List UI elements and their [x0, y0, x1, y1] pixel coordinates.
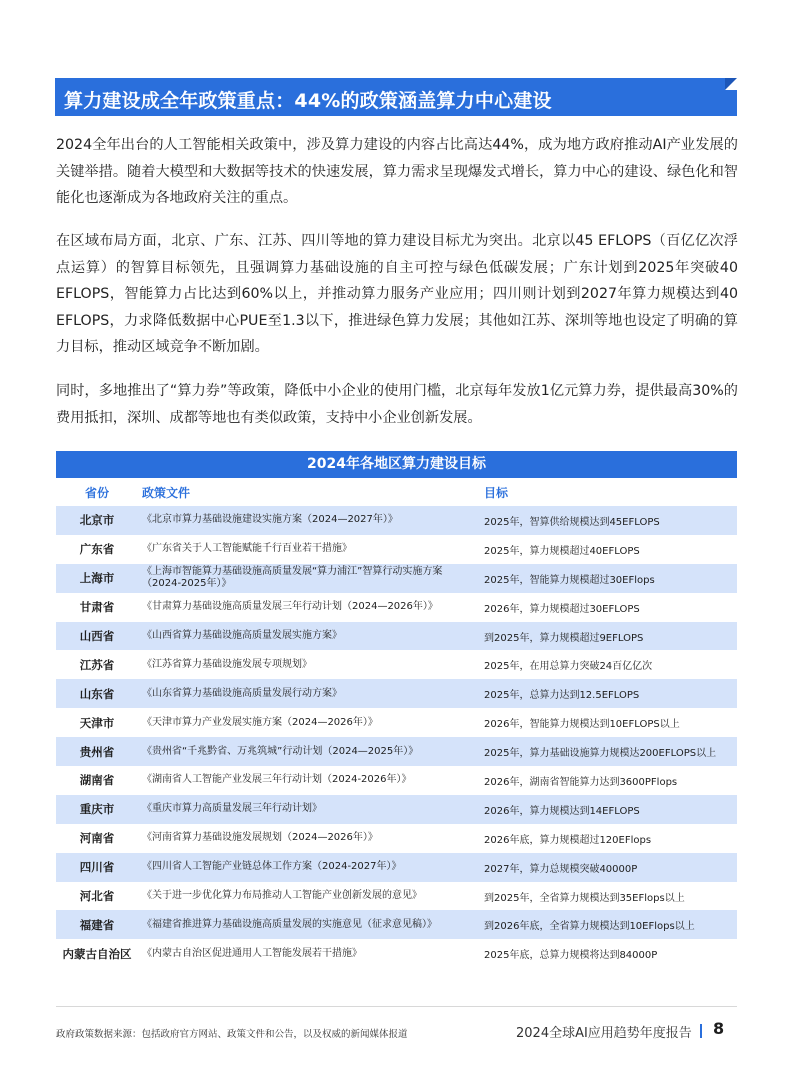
policy-cell: 《山东省算力基础设施高质量发展行动方案》	[142, 687, 342, 699]
policy-cell: 《贵州省“千兆黔省、万兆筑城”行动计划（2024—2025年）》	[142, 745, 419, 757]
province-cell: 福建省	[79, 917, 115, 932]
page-number: 8	[713, 1019, 725, 1038]
province-cell: 江苏省	[79, 657, 115, 672]
table-row	[56, 708, 737, 737]
goal-cell: 2026年，算力规模达到14EFLOPS	[484, 805, 640, 817]
province-cell: 广东省	[79, 542, 115, 557]
header-province: 省份	[85, 486, 110, 500]
goal-cell: 2025年，在用总算力突破24百亿亿次	[484, 661, 653, 673]
policy-cell: 《四川省人工智能产业链总体工作方案（2024-2027年）》	[142, 861, 402, 873]
paragraph-3: 同时，多地推出了“算力券”等政策，降低中小企业的使用门槛，北京每年发放1亿元算力券，提供最高30%的费用抵扣，深圳、成都等地也有类似政策，支持中小企业创新发展。	[56, 383, 738, 426]
footer-divider	[56, 1006, 737, 1007]
province-cell: 天津市	[79, 715, 115, 730]
header-goal: 目标	[484, 486, 509, 500]
province-cell: 贵州省	[79, 744, 115, 759]
section-title-bar	[55, 78, 737, 116]
table-header-row	[56, 478, 737, 506]
policy-cell: 《广东省关于人工智能赋能千行百业若干措施》	[142, 543, 352, 555]
table-title: 2024年各地区算力建设目标	[56, 451, 737, 478]
province-cell: 河南省	[79, 831, 115, 846]
table-row	[56, 737, 737, 766]
province-cell: 内蒙古自治区	[62, 946, 132, 961]
goal-cell: 2027年，算力总规模突破40000P	[484, 863, 638, 875]
goal-cell: 到2025年，全省算力规模达到35EFlops以上	[484, 892, 685, 904]
table-row	[56, 795, 737, 824]
header-policy: 政策文件	[142, 486, 191, 500]
province-cell: 河北省	[79, 889, 115, 904]
goal-cell: 到2026年底，全省算力规模达到10EFlops以上	[484, 921, 695, 933]
goal-cell: 2025年，智算供给规模达到45EFLOPS	[484, 516, 660, 528]
goal-cell: 2026年，智能算力规模达到10EFLOPS以上	[484, 719, 680, 731]
policy-cell: 《天津市算力产业发展实施方案（2024—2026年）》	[142, 716, 378, 728]
policy-cell: 《福建省推进算力基础设施高质量发展的实施意见（征求意见稿）》	[142, 918, 437, 930]
province-cell: 上海市	[79, 571, 115, 586]
paragraph-1: 2024全年出台的人工智能相关政策中，涉及算力建设的内容占比高达44%，成为地方政府推动AI产业发展的关键举措。随着大模型和大数据等技术的快速发展，算力需求呈现爆发式增长，算力中心的建设、绿色化和智能化也逐渐成为各地政府关注的重点。	[56, 137, 738, 206]
section-title: 算力建设成全年政策重点：44%的政策涵盖算力中心建设	[64, 90, 552, 112]
province-cell: 山东省	[79, 686, 115, 701]
table-row	[56, 506, 737, 535]
paragraph-2: 在区域布局方面，北京、广东、江苏、四川等地的算力建设目标尤为突出。北京以45 EFLOPS（百亿亿次浮点运算）的智算目标领先，且强调算力基础设施的自主可控与绿色低碳发展；广东计划到2025年突破40 EFLOPS，智能算力占比达到60%以上，并推动算力服务产业应用；四川则计划到2027年算力规模达到40 EFLOPS，力求降低数据中心PUE至1.3以下，推进绿色算力发展；其他如江苏、深圳等地也设定了明确的算力目标，推动区域竞争不断加剧。	[56, 233, 738, 355]
policy-cell: 《河南省算力基础设施发展规划（2024—2026年）》	[142, 832, 378, 844]
policy-cell: 《内蒙古自治区促进通用人工智能发展若干措施》	[142, 947, 362, 959]
policy-cell: 《北京市算力基础设施建设实施方案（2024—2027年）》	[142, 514, 398, 526]
table-row	[56, 564, 737, 593]
goal-cell: 2025年，算力基础设施算力规模达200EFLOPS以上	[484, 748, 717, 760]
goal-cell: 2026年，湖南省智能算力达到3600PFlops	[484, 776, 678, 788]
table-row	[56, 679, 737, 708]
goal-cell: 2025年，总算力达到12.5EFLOPS	[484, 690, 640, 702]
table-row	[56, 910, 737, 939]
province-cell: 四川省	[79, 860, 115, 875]
corner-fold	[725, 78, 737, 90]
policy-cell: 《关于进一步优化算力布局推动人工智能产业创新发展的意见》	[142, 890, 422, 902]
table-row	[56, 593, 737, 622]
table-row	[56, 939, 737, 968]
goal-cell: 2025年底，总算力规模将达到84000P	[484, 950, 658, 962]
footer-source-note: 政府政策数据来源：包括政府官方网站、政策文件和公告，以及权威的新闻媒体报道	[56, 1029, 408, 1040]
policy-cell: 《上海市智能算力基础设施高质量发展“算力浦江”智算行动实施方案（2024-2025年）》	[142, 566, 443, 590]
compute-targets-table	[56, 451, 737, 968]
table-row	[56, 853, 737, 882]
province-cell: 山西省	[79, 629, 115, 643]
province-cell: 北京市	[79, 513, 115, 528]
table-row	[56, 824, 737, 853]
table-row	[56, 622, 737, 651]
table-row	[56, 882, 737, 911]
province-cell: 甘肃省	[79, 600, 115, 615]
province-cell: 湖南省	[79, 773, 115, 788]
policy-cell: 《重庆市算力高质量发展三年行动计划》	[142, 803, 322, 815]
policy-cell: 《湖南省人工智能产业发展三年行动计划（2024-2026年）》	[142, 774, 412, 786]
goal-cell: 2026年底，算力规模超过120EFlops	[484, 834, 652, 846]
goal-cell: 到2025年，算力规模超过9EFLOPS	[484, 632, 644, 644]
table-row	[56, 535, 737, 564]
goal-cell: 2025年，智能算力规模超过30EFlops	[484, 574, 655, 586]
table-body	[56, 506, 737, 968]
goal-cell: 2025年，算力规模超过40EFLOPS	[484, 545, 640, 557]
footer-report-title: 2024全球AI应用趋势年度报告	[516, 1026, 692, 1041]
policy-cell: 《山西省算力基础设施高质量发展实施方案》	[142, 630, 342, 641]
policy-cell: 《江苏省算力基础设施发展专项规划》	[142, 658, 312, 670]
policy-cell: 《甘肃算力基础设施高质量发展三年行动计划（2024—2026年）》	[142, 601, 438, 613]
table-row	[56, 650, 737, 679]
goal-cell: 2026年，算力规模超过30EFLOPS	[484, 603, 640, 615]
table-row	[56, 766, 737, 795]
province-cell: 重庆市	[79, 802, 115, 817]
footer-separator	[700, 1024, 702, 1038]
